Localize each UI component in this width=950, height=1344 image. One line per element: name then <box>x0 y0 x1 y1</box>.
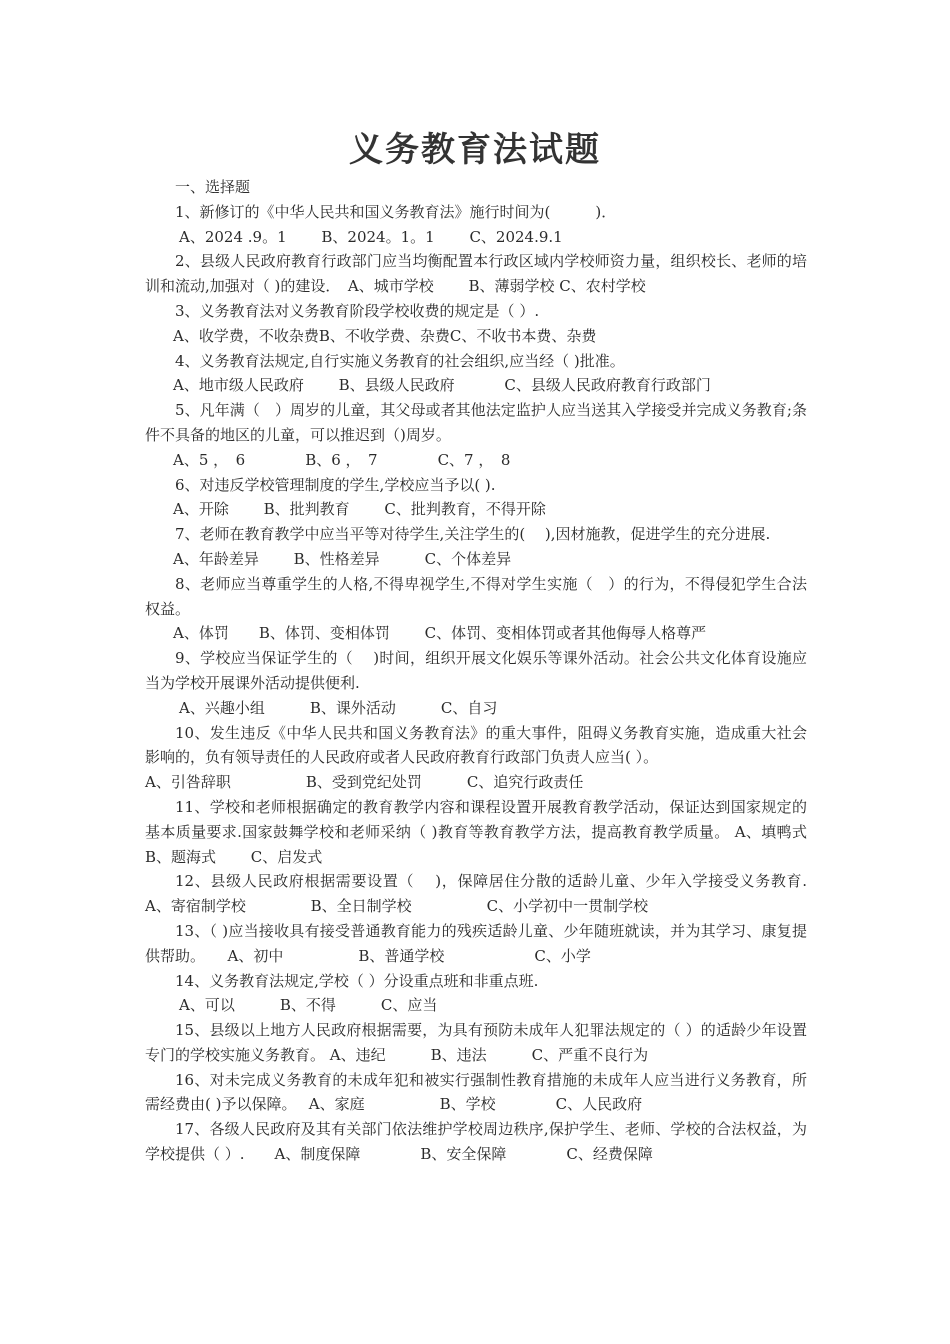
question-8: 8、老师应当尊重学生的人格,不得卑视学生,不得对学生实施（ ）的行为，不得侵犯学生合法权益。 <box>145 574 807 618</box>
question-9: 9、学校应当保证学生的（ )时间，组织开展文化娱乐等课外活动。社会公共文化体育设施应当为学校开展课外活动提供便利. <box>145 649 807 692</box>
question-17: 17、各级人民政府及其有关部门依法维护学校周边秩序,保护学生、老师、学校的合法权益，为学校提供（ ）. A、制度保障 B、安全保障 C、经费保障 <box>145 1120 807 1164</box>
question-1: 1、新修订的《中华人民共和国义务教育法》施行时间为( )． <box>175 202 617 221</box>
question-16: 16、对未完成义务教育的未成年犯和被实行强制性教育措施的未成年人应当进行义务教育，所需经费由( )予以保障。 A、家庭 B、学校 C、人民政府 <box>145 1070 807 1114</box>
question-13: 13、（ )应当接收具有接受普通教育能力的残疾适龄儿童、少年随班就读，并为其学习、康复提供帮助。 A、初中 B、普通学校 C、小学 <box>145 921 807 965</box>
section-heading: 一、选择题 <box>175 178 251 196</box>
options-10: A、引咎辞职 B、受到党纪处罚 C、追究行政责任 <box>145 773 584 792</box>
options-8: A、体罚 B、体罚、变相体罚 C、体罚、变相体罚或者其他侮辱人格尊严 <box>173 624 707 643</box>
document-body <box>145 175 842 1167</box>
options-1: A、2024 .9。1 B、2024。1。1 C、2024.9.1 <box>179 227 563 246</box>
options-7: A、年龄差异 B、性格差异 C、个体差异 <box>173 549 512 568</box>
question-3: 3、义务教育法对义务教育阶段学校收费的规定是（ ）. <box>175 301 540 320</box>
question-2: 2、县级人民政府教育行政部门应当均衡配置本行政区域内学校师资力量，组织校长、老师的培训和流动,加强对（ )的建设． A、城市学校 B、薄弱学校 C、农村学校 <box>145 252 807 296</box>
question-7: 7、老师在教育教学中应当平等对待学生,关注学生的( ),因材施教，促进学生的充分进展. <box>175 525 771 544</box>
page-title: 义务教育法试题 <box>349 130 601 170</box>
options-4: A、地市级人民政府 B、县级人民政府 C、县级人民政府教育行政部门 <box>173 376 711 395</box>
question-4: 4、义务教育法规定,自行实施义务教育的社会组织,应当经（ )批准。 <box>175 351 625 370</box>
question-11: 11、学校和老师根据确定的教育教学内容和课程设置开展教育教学活动，保证达到国家规定的基本质量要求.国家鼓舞学校和老师采纳（ )教育等教育教学方法，提高教育教学质量。 A、填鸭式 B、题海式 C、启发式 <box>145 797 842 866</box>
options-3: A、收学费，不收杂费B、不收学费、杂费C、不收书本费、杂费 <box>173 326 597 345</box>
question-14: 14、义务教育法规定,学校（ ）分设重点班和非重点班. <box>175 971 539 990</box>
options-5: A、5 ， 6 B、6 ， 7 C、7 ， 8 <box>173 450 511 469</box>
question-10: 10、发生违反《中华人民共和国义务教育法》的重大事件，阻碍义务教育实施，造成重大社会影响的，负有领导责任的人民政府或者人民政府教育行政部门负责人应当( ）。 <box>145 723 807 767</box>
question-6: 6、对违反学校管理制度的学生,学校应当予以( ). <box>175 475 496 494</box>
options-9: A、兴趣小组 B、课外活动 C、自习 <box>179 698 498 717</box>
question-5: 5、凡年满（ ）周岁的儿童，其父母或者其他法定监护人应当送其入学接受并完成义务教育;条件不具备的地区的儿童，可以推迟到（)周岁。 <box>145 401 807 444</box>
options-14: A、可以 B、不得 C、应当 <box>179 996 438 1015</box>
question-12: 12、县级人民政府根据需要设置（ )，保障居住分散的适龄儿童、少年入学接受义务教育. A、寄宿制学校 B、全日制学校 C、小学初中一贯制学校 <box>145 872 823 916</box>
options-6: A、开除 B、批判教育 C、批判教育，不得开除 <box>173 500 546 519</box>
question-15: 15、县级以上地方人民政府根据需要，为具有预防未成年人犯罪法规定的（ ）的适龄少年设置专门的学校实施义务教育。 A、违纪 B、违法 C、严重不良行为 <box>145 1021 807 1064</box>
